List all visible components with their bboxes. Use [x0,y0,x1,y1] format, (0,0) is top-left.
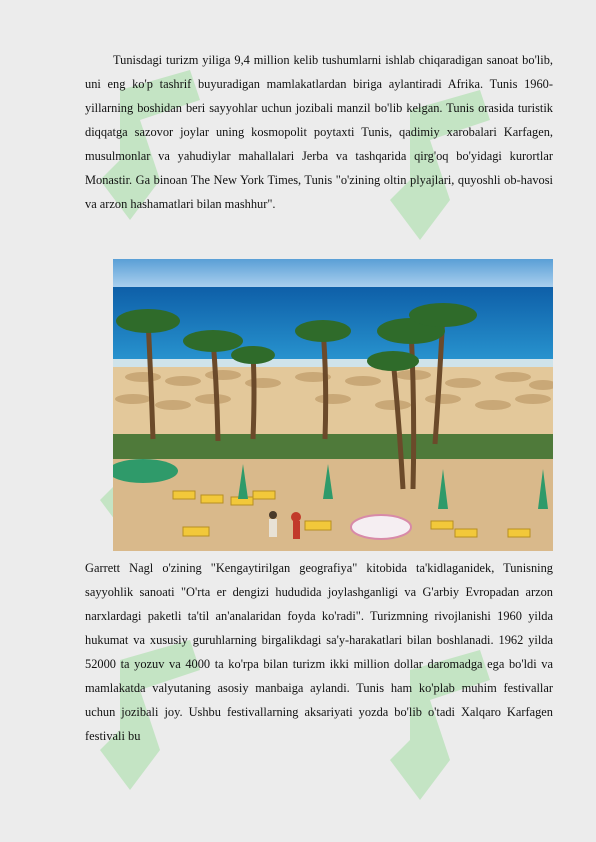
paragraph-intro: Tunisdagi turizm yiliga 9,4 million kelib tushumlarni ishlab chiqaradigan sanoat bo'lib, uni eng ko'p tashrif buyuradigan mamlakatlardan biriga aylantiradi Afrika. Tunis 1960-yillarning boshidan beri sayyohlar uchun jozibali manzil bo'lib kelgan. Tunis orasida turistik diqqatga sazovor joylar uning kosmopolit poytaxti Tunis, qadimiy xarobalari Karfagen, musulmonlar va yahudiylar mahallalari Jerba va tashqarida qirg'oq bo'yidagi kurortlar Monastir. Ga binoan The New York Times, Tunis "o'zining oltin plyajlari, quyoshli ob-havosi va arzon hashamatlari bilan mashhur". [85,53,553,211]
beach-resort-photo [113,259,553,551]
paragraph-tourism-history: Garrett Nagl o'zining "Kengaytirilgan geografiya" kitobida ta'kidlaganidek, Tunisning sayyohlik sanoati "O'rta er dengizi hududida joylashganligi va G'arbiy Evropadan arzon narxlardagi paketli ta'til an'analaridan foyda ko'radi". Turizmning rivojlanishi 1960 yilda hukumat va xususiy guruhlarning birgalikdagi sa'y-harakatlari bilan boshlanadi. 1962 yilda 52000 ta yozuv va 4000 ta ko'rpa bilan turizm ikki million dollar daromadga ega bo'ldi va mamlakatda valyutaning asosiy manbaiga aylandi. Tunis ham ko'plab muhim festivallar uchun jozibali joy. Ushbu festivallarning aksariyati yozda bo'lib o'tadi Xalqaro Karfagen festivali bu [85,561,553,743]
